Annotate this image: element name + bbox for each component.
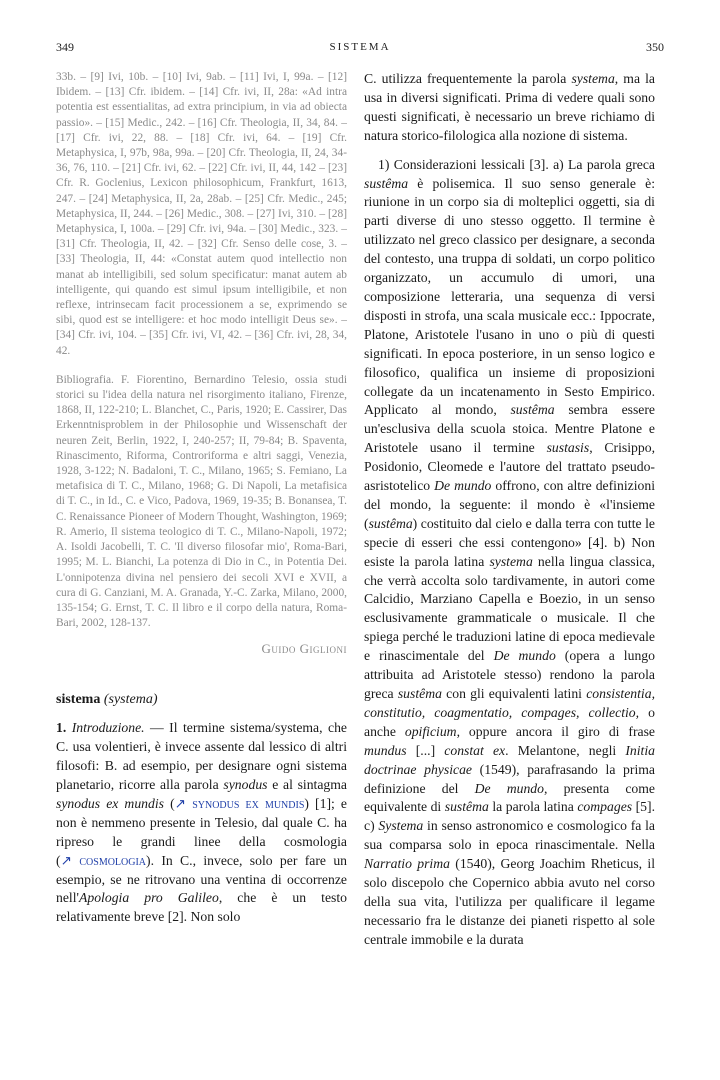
author-signature: Guido Giglioni	[261, 641, 347, 657]
paragraph-lexical-considerations: 1) Considerazioni lessicali [3]. a) La parola greca sustêma è polisemica. Il suo senso generale è: riunione in un corpo sia di molteplici oggetti, sia di parti diverse di uno stesso oggetto. Il termine è utilizzato nel greco classico per designare, a seconda del contesto, una truppa di soldati, un corpo politico organizzato, un accumulo di umori, una composizione letteraria, una sequenza di versi disposti in strofa, una scala musicale ecc.: Ippocrate, Platone, Aristotele l'usano in uno o più di questi significati. In epoca posteriore, in un senso logico e filosofico, qualifica un insieme di proposizioni collegate da un incatenamento in Sesto Empirico. Applicato al mondo, sustêma sembra essere un'esclusiva della scuola stoica. Mentre Platone e Aristotele usano il termine sustasis, Crisippo, Posidonio, Cleomede e l'autore del trattato pseudo-asristotelico De mundo offrono, con altre definizioni del mondo, la seguente: il mondo è «l'insieme (sustêma) costituito dal cielo e dalla terra con tutte le specie di esseri che essi contengono» [4]. b) Non esiste la parola latina systema nella lingua classica, che verrà accolta solo tardivamente, in autori come Calcidio, Marziano Capella e Boezio, in un senso esclusivamente grammaticale o musicale. Il che spiega perché le traduzioni latine di epoca medievale e rinascimentale del De mundo (opera a lungo attribuita ad Aristotele stesso) rendono la parola greca sustêma con gli equivalenti latini consistentia, constitutio, coagmentatio, compages, collectio, o anche opificium, oppure ancora il giro di frase mundus [...] constat ex. Melantone, negli Initia doctrinae physicae (1549), parafrasando la prima definizione del De mundo, presenta come equivalente di sustêma la parola latina compages [5]. c) Systema in senso astronomico e cosmologico fa la sua comparsa solo in epoca rinascimentale. Nella Narratio prima (1540), Georg Joachim Rheticus, il solo discepolo che Copernico abbia avuto nel corso della sua vita, l'utilizza per qualificare il legame necessario fra le distanze dei pianeti rispetto al sole centrale immobile e la durata	[364, 156, 656, 947]
running-title: SISTEMA	[329, 41, 391, 53]
entry-heading	[56, 691, 347, 709]
left-column	[56, 70, 347, 927]
page-number-left: 349	[56, 40, 74, 54]
running-head	[56, 40, 664, 58]
right-column	[364, 70, 655, 950]
section-introduction: 1. Introduzione. — Il termine sistema/systema, che C. usa volentieri, è invece assente dal lessico di altri filosofi: B. ad esempio, per designare ogni sistema planetario, ricorre alla parola synodus e al sintagma synodus ex mundis (↗ synodus ex mundis) [1]; e non è nemmeno presente in Telesio, dal quale C. ha ripreso le grandi linee della cosmologia (↗ cosmologia). In C., invece, solo per fare un esempio, se ne ritrovano una ventina di occorrenze nell'Apologia pro Galileo, che è un testo relativamente breve [2]. Non solo	[56, 720, 348, 925]
section-number: 1.	[56, 720, 67, 736]
cross-reference-synodus-ex-mundis[interactable]: synodus ex mundis	[192, 795, 305, 811]
section-heading: Introduzione.	[71, 720, 145, 736]
page-number-right: 350	[646, 40, 664, 54]
paragraph-continuation: C. utilizza frequentemente la parola systema, ma la usa in diversi significati. Prima di vedere quali sono questi significati, è necessario un breve richiamo di natura storico-filologica alla nozione di sistema.	[364, 71, 655, 143]
cross-reference-arrow-icon: ↗	[60, 852, 73, 868]
bibliography: Bibliografia. F. Fiorentino, Bernardino Telesio, ossia studi storici su l'idea della natura nel risorgimento italiano, Firenze, 1868, II, 122-210; L. Blanchet, C., Paris, 1920; E. Cassirer, Das Erkenntnisproblem in der Philosophie und Wissenschaft der neuren Zeit, Berlin, 1922, I, 240-257; II, 79-84; B. Spaventa, Rinascimento, Riforma, Controriforma e altri saggi, Venezia, 1928, 3-122; N. Badaloni, T. C., Milano, 1965; S. Femiano, La metafisica di T. C., Milano, 1968; G. Di Napoli, La metafisica di T. C., in Id., C. e Vico, Padova, 1969, 19-35; B. Bonansea, T. C. Renaissance Pioneer of Modern Thought, Washington, 1969; R. Amerio, Il sistema teologico di T. C., Milano-Napoli, 1972; A. Isoldi Jacobelli, T. C. 'Il diverso filosofar mio', Roma-Bari, 1995; M. L. Bianchi, La potenza di Dio in C., in Potentia Dei. L'onnipotenza divina nel pensiero dei secoli XVI e XVII, a cura di G. Canziani, M. A. Granada, Y.-C. Zarka, Milano, 2000, 135-154; G. Ernst, T. C. Il libro e il corpo della natura, Roma-Bari, 2002, 128-137.	[56, 373, 347, 630]
endnotes: 33b. – [9] Ivi, 10b. – [10] Ivi, 9ab. – [11] Ivi, I, 99a. – [12] Ibidem. – [13] Cfr. ibidem. – [14] Cfr. ivi, II, 28a: «Ad intra potentia est essentialitas, ad extra principium, in via ad obiecta passio». – [15] Medic., 242. – [16] Cfr. Theologia, II, 34, 84. – [17] Cfr. ivi, 22, 88. – [18] Cfr. ivi, 64. – [19] Cfr. Metaphysica, I, 97b, 98a, 99a. – [20] Cfr. Theologia, II, 24, 34-36, 76, 110. – [21] Cfr. ivi, 62. – [22] Cfr. ivi, II, 44, 142 – [23] Cfr. R. Goclenius, Lexicon philosophicum, Frankfurt, 1613, 247. – [24] Metaphysica, II, 2a, 28ab. – [25] Cfr. Medic., 245; Metaphysica, II, 244. – [26] Medic., 308. – [27] Ivi, 310. – [28] Metaphysica, I, 100a. – [29] Cfr. ivi, 94a. – [30] Medic., 323. – [31] Cfr. Theologia, II, 42. – [32] Cfr. Senso delle cose, 3. – [33] Theologia, II, 44: «Constat autem quod intellectio non manat ab intelligibili, sed solum specificatur: manat autem ab intelligente, qui quando est simul ipsum intelligibile, et non reflexe, intrinsecam facit processionem a se, exprimendo se sibi, quod est se intelligere: et hoc modo intelligit Deus se». – [34] Cfr. ivi, 104. – [35] Cfr. ivi, VI, 42. – [36] Cfr. ivi, 28, 34, 42.	[56, 71, 347, 357]
cross-reference-arrow-icon: ↗	[174, 795, 187, 811]
entry-headword: sistema	[56, 692, 101, 708]
cross-reference-cosmologia[interactable]: cosmologia	[79, 852, 147, 868]
entry-latin-term: (systema)	[103, 692, 158, 708]
